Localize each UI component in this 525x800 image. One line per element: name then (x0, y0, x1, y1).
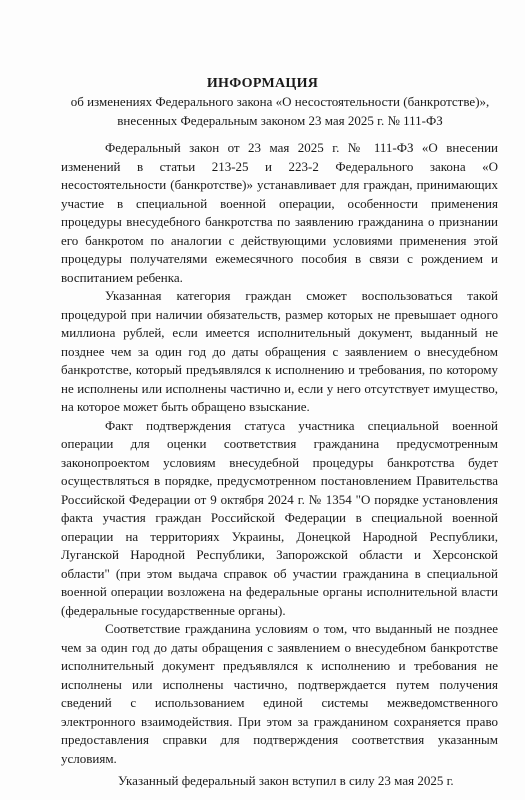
document-body (61, 139, 498, 791)
paragraph-3: Факт подтверждения статуса участника специальной военной операции для оценки соответствия гражданина предусмотренным законопроектом условиям внесудебной процедуры банкротства будет осуществляться в порядке, предусмотренном постановлением Правительства Российской Федерации от 9 октября 2024 г. № 1354 "О порядке установления факта участия граждан Российской Федерации в специальной военной операции на территориях Украины, Донецкой Народной Республики, Луганской Народной Республики, Запорожской области и Херсонской области" (при этом выдача справок об участии гражданина в специальной военной операции возложена на федеральные органы исполнительной власти (федеральные государственные органы). (61, 417, 498, 618)
document-subtitle: об изменениях Федерального закона «О несостоятельности (банкротстве)», внесенных Федеральным законом 23 мая 2025 г. № 111-ФЗ (70, 94, 490, 128)
paragraph-2: Указанная категория граждан сможет воспользоваться такой процедурой при наличии обязательств, размер которых не превышает одного миллиона рублей, если имеется исполнительный документ, выданный не позднее чем за один год до даты обращения с заявлением о внесудебном банкротстве, который предъявлялся к исполнению и требования, по которому не исполнены или исполнены частично и, если у него отсутствует имущество, на которое может быть обращено взыскание. (61, 288, 498, 414)
closing-paragraph: Указанный федеральный закон вступил в силу 23 мая 2025 г. (118, 773, 454, 788)
paragraph-4: Соответствие гражданина условиям о том, что выданный не позднее чем за один год до даты обращения с заявлением о внесудебном банкротстве исполнительный документ предъявлялся к исполнению и требования не исполнены или исполнены частично, подтверждается путем получения сведений с использованием единой системы межведомственного электронного взаимодействия. При этом за гражданином сохраняется право предоставления справки для подтверждения соответствия указанным условиям. (61, 621, 498, 766)
paragraph-1: Федеральный закон от 23 мая 2025 г. № 111-ФЗ «О внесении изменений в статьи 213-25 и 223-2 Федерального закона «О несостоятельности (банкротстве)» устанавливает для граждан, принимающих участие в специальной военной операции, особенности применения процедуры внесудебного банкротства по заявлению гражданина о признании его банкротом по аналогии с действующими условиями применения этой процедуры получателями ежемесячного пособия в связи с рождением и воспитанием ребенка. (61, 140, 498, 285)
document-title: ИНФОРМАЦИЯ (206, 76, 319, 91)
